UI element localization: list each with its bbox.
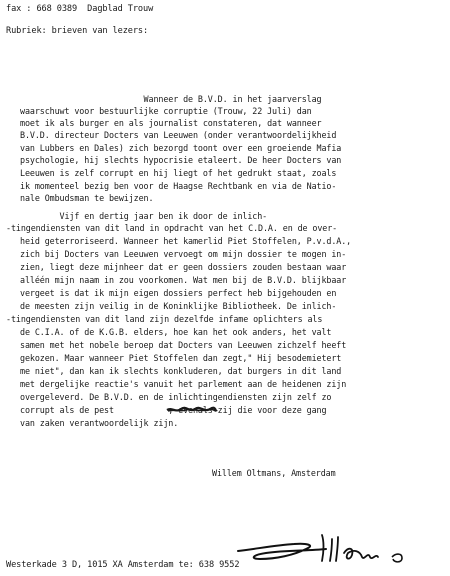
body-line: waarschuwt voor bestuurlijke corruptie (Trouw, 22 Juli) dan	[20, 106, 312, 116]
body-line: B.V.D. directeur Docters van Leeuwen (onder verantwoordelijkheid	[20, 130, 337, 140]
body-line: -tingendiensten van dit land in opdracht van het C.D.A. en de over-	[6, 223, 338, 233]
body-line: Vijf en dertig jaar ben ik door de inlich-	[20, 211, 268, 221]
body-line: Wanneer de B.V.D. in het jaarverslag	[20, 94, 322, 104]
body-line: de C.I.A. of de K.G.B. elders, hoe kan het ook anders, het valt	[20, 327, 332, 337]
body-line: alléén mijn naam in zou voorkomen. Wat men bij de B.V.D. blijkbaar	[20, 275, 347, 285]
handwritten-signature	[236, 531, 412, 567]
body-line: met dergelijke reactie's vanuit het parlement aan de heidenen zijn	[20, 379, 347, 389]
signatory-line: Willem Oltmans, Amsterdam	[212, 468, 336, 478]
rubriek-line: Rubriek: brieven van lezers:	[6, 26, 149, 36]
body-line: nale Ombudsman te bewijzen.	[20, 193, 154, 203]
body-line: heid geterroriseerd. Wanneer het kamerlid Piet Stoffelen, P.v.d.A.,	[20, 236, 352, 246]
fax-header: fax : 668 0389 Dagblad Trouw	[6, 4, 154, 14]
body-line: corrupt als de pest , evenals zij die voor deze gang	[20, 405, 327, 415]
body-line: samen met het nobele beroep dat Docters van Leeuwen zichzelf heeft	[20, 340, 347, 350]
body-line: moet ik als burger en als journalist constateren, dat wanneer	[20, 118, 322, 128]
strikethrough-scribble	[166, 405, 218, 415]
body-line: psychologie, hij slechts hypocrisie etaleert. De heer Docters van	[20, 155, 342, 165]
body-line: -tingendiensten van dit land zijn dezelfde infame oplichters als	[6, 314, 323, 324]
body-line: de meesten zijn veilig in de Koninklijke Bibliotheek. De inlich-	[20, 301, 337, 311]
body-line: me niet", dan kan ik slechts konkluderen, dat burgers in dit land	[20, 366, 342, 376]
address-line: Westerkade 3 D, 1015 XA Amsterdam te: 638 9552	[6, 560, 240, 570]
body-line: van zaken verantwoordelijk zijn.	[20, 418, 179, 428]
body-line: van Lubbers en Dales) zich bezorgd toont over een groeiende Mafia	[20, 143, 342, 153]
body-line: Leeuwen is zelf corrupt en hij liegt of het gedrukt staat, zoals	[20, 168, 337, 178]
body-line: overgeleverd. De B.V.D. en de inlichtingendiensten zijn zelf zo	[20, 392, 332, 402]
body-line: vergeet is dat ik mijn eigen dossiers perfect heb bijgehouden en	[20, 288, 337, 298]
body-line: gekozen. Maar wanneer Piet Stoffelen dan zegt," Hij besodemietert	[20, 353, 342, 363]
body-line: zien, liegt deze mijnheer dat er geen dossiers zouden bestaan waar	[20, 262, 347, 272]
body-line: ik momenteel bezig ben voor de Haagse Rechtbank en via de Natio-	[20, 181, 337, 191]
body-line: zich bij Docters van Leeuwen vervoegt om mijn dossier te mogen in-	[20, 249, 347, 259]
